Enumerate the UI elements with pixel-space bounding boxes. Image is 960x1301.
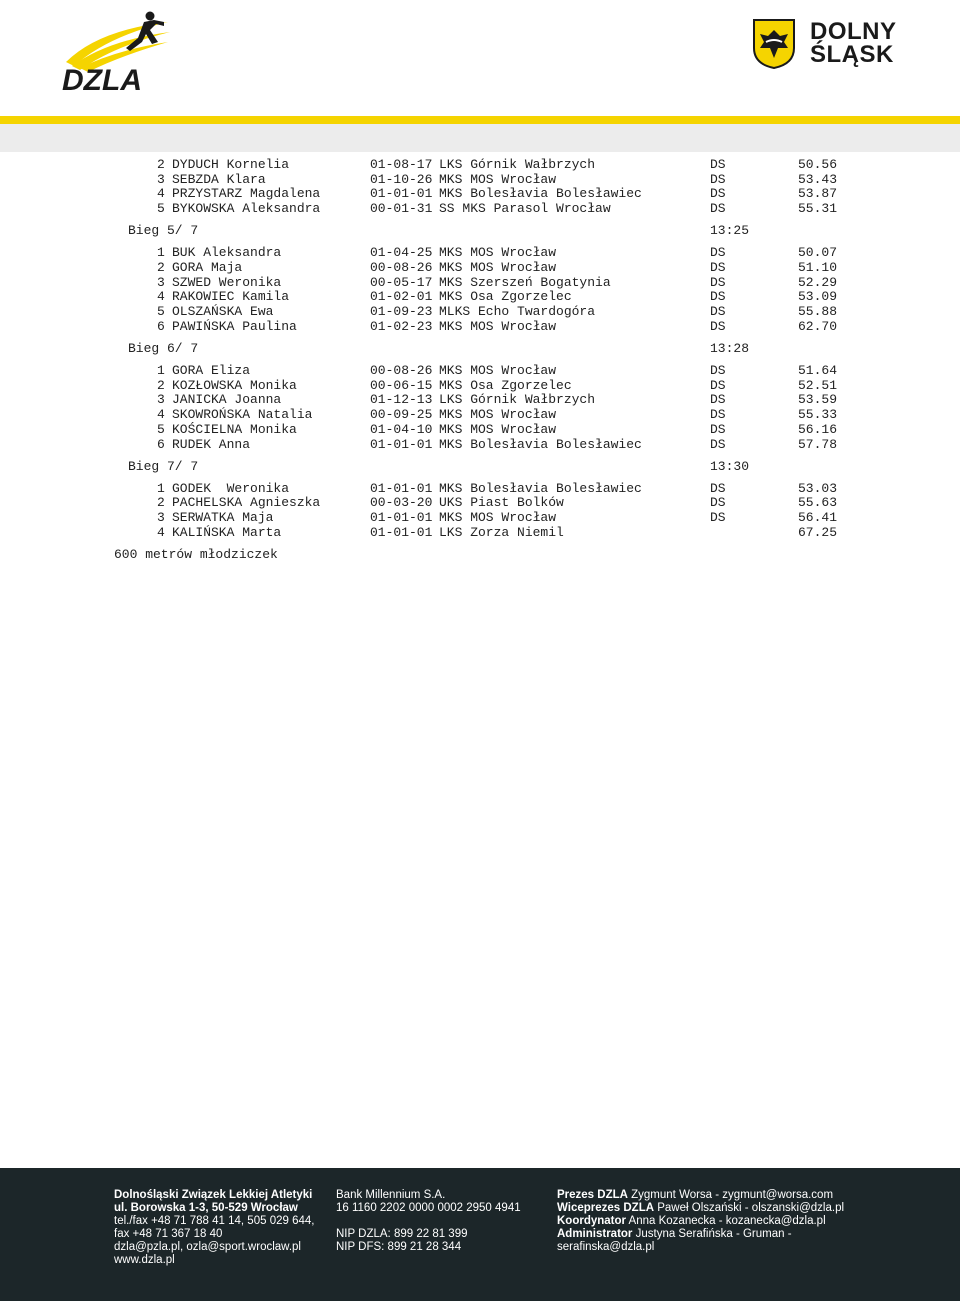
event-label: 600 metrów młodziczek (114, 546, 278, 562)
region-code: DS (710, 318, 726, 334)
result-time: 53.09 (798, 289, 838, 305)
club-name: UKS Piast Bolków (439, 495, 564, 511)
region-code: DS (710, 289, 726, 305)
place-number: 4 (157, 524, 165, 540)
place-number: 6 (157, 318, 165, 334)
athlete-name: SKOWROŃSKA Natalia (172, 407, 313, 423)
club-name: MKS Bolesłavia Bolesławiec (439, 436, 642, 452)
region-code: DS (710, 377, 726, 393)
place-number: 5 (157, 421, 165, 437)
region-code: DS (710, 260, 726, 275)
place-number: 5 (157, 304, 165, 320)
footer-fax: fax +48 71 367 18 40 (114, 1228, 223, 1240)
athlete-name: GODEK Weronika (172, 480, 290, 496)
athlete-name: DYDUCH Kornelia (172, 157, 290, 172)
heat-time: 13:30 (710, 458, 750, 474)
birth-date: 00-03-20 (370, 495, 433, 511)
place-number: 1 (157, 363, 165, 378)
dolny-slask-logo (752, 18, 912, 74)
result-time: 51.64 (798, 363, 838, 378)
result-time: 53.87 (798, 186, 838, 202)
athlete-name: GORA Maja (172, 260, 243, 275)
athlete-name: JANICKA Joanna (172, 392, 282, 408)
heat-label: Bieg 7/ 7 (128, 458, 199, 474)
footer-officer: serafinska@dzla.pl (557, 1241, 655, 1253)
coat-of-arms-icon (752, 18, 796, 70)
footer-officer: Prezes DZLA Zygmunt Worsa - zygmunt@worsa.com (557, 1189, 834, 1201)
header-yellow-stripe (0, 116, 960, 124)
result-time: 52.51 (798, 377, 838, 393)
region-code: DS (710, 201, 726, 217)
result-time: 51.10 (798, 260, 838, 275)
footer-officer: Koordynator Anna Kozanecka - kozanecka@dzla.pl (557, 1215, 826, 1227)
result-time: 53.59 (798, 392, 838, 408)
result-time: 62.70 (798, 318, 838, 334)
birth-date: 01-09-23 (370, 304, 433, 320)
club-name: MKS MOS Wrocław (439, 245, 557, 261)
club-name: MKS Bolesłavia Bolesławiec (439, 480, 642, 496)
place-number: 5 (157, 201, 165, 217)
club-name: LKS Górnik Wałbrzych (439, 157, 596, 172)
athlete-name: SZWED Weronika (172, 274, 282, 290)
birth-date: 01-08-17 (370, 157, 433, 172)
footer-nip-dzla: NIP DZLA: 899 22 81 399 (336, 1228, 468, 1240)
athlete-name: OLSZAŃSKA Ewa (172, 304, 274, 320)
footer-address: ul. Borowska 1-3, 50-529 Wrocław (114, 1202, 298, 1214)
footer-bank-name: Bank Millennium S.A. (336, 1189, 446, 1201)
club-name: SS MKS Parasol Wrocław (439, 201, 611, 217)
club-name: MKS MOS Wrocław (439, 318, 557, 334)
athlete-name: BYKOWSKA Aleksandra (172, 201, 321, 217)
birth-date: 01-01-01 (370, 480, 433, 496)
athlete-name: SEBZDA Klara (172, 171, 266, 187)
result-time: 55.33 (798, 407, 838, 423)
footer-spacer (336, 1215, 521, 1228)
birth-date: 00-05-17 (370, 274, 433, 290)
athlete-name: PACHELSKA Agnieszka (172, 495, 321, 511)
region-code: DS (710, 171, 726, 187)
region-code: DS (710, 407, 726, 423)
athlete-name: KOZŁOWSKA Monika (172, 377, 297, 393)
athlete-name: RUDEK Anna (172, 436, 251, 452)
birth-date: 01-01-01 (370, 510, 433, 526)
athlete-name: PAWIŃSKA Paulina (172, 318, 297, 334)
result-time: 56.16 (798, 421, 838, 437)
region-code: DS (710, 495, 726, 511)
birth-date: 00-06-15 (370, 377, 433, 393)
region-code: DS (710, 186, 726, 202)
footer-officer: Wiceprezes DZLA Paweł Olszański - olszanski@dzla.pl (557, 1202, 845, 1214)
footer-org-name: Dolnośląski Związek Lekkiej Atletyki (114, 1189, 313, 1201)
result-time: 52.29 (798, 274, 838, 290)
result-time: 53.03 (798, 480, 838, 496)
footer-contact-column (114, 1189, 314, 1267)
club-name: MKS Szerszeń Bogatynia (439, 274, 611, 290)
footer-phone: tel./fax +48 71 788 41 14, 505 029 644, (114, 1215, 315, 1227)
place-number: 6 (157, 436, 165, 452)
athlete-name: SERWATKA Maja (172, 510, 274, 526)
birth-date: 01-04-25 (370, 245, 433, 261)
place-number: 2 (157, 157, 165, 172)
region-code: DS (710, 304, 726, 320)
region-code: DS (710, 157, 726, 172)
club-name: MKS MOS Wrocław (439, 510, 557, 526)
footer-emails: dzla@pzla.pl, ozla@sport.wroclaw.pl (114, 1241, 301, 1253)
place-number: 4 (157, 407, 165, 423)
place-number: 3 (157, 392, 165, 408)
svg-text:DZLA: DZLA (62, 64, 142, 94)
birth-date: 01-02-01 (370, 289, 433, 305)
athlete-name: GORA Eliza (172, 363, 251, 378)
club-name: MKS MOS Wrocław (439, 260, 557, 275)
place-number: 3 (157, 510, 165, 526)
athlete-name: PRZYSTARZ Magdalena (172, 186, 321, 202)
place-number: 1 (157, 245, 165, 261)
place-number: 4 (157, 186, 165, 202)
region-code: DS (710, 480, 726, 496)
region-code: DS (710, 245, 726, 261)
result-time: 55.31 (798, 201, 838, 217)
club-name: MLKS Echo Twardogóra (439, 304, 596, 320)
birth-date: 01-01-01 (370, 436, 433, 452)
place-number: 2 (157, 377, 165, 393)
athlete-name: RAKOWIEC Kamila (172, 289, 290, 305)
birth-date: 01-10-26 (370, 171, 433, 187)
birth-date: 01-01-01 (370, 524, 433, 540)
place-number: 3 (157, 171, 165, 187)
footer-officers-column (557, 1189, 844, 1254)
club-name: MKS MOS Wrocław (439, 407, 557, 423)
heat-time: 13:28 (710, 341, 750, 356)
birth-date: 00-08-26 (370, 363, 433, 378)
birth-date: 01-01-01 (370, 186, 433, 202)
club-name: MKS MOS Wrocław (439, 171, 557, 187)
result-time: 53.43 (798, 171, 838, 187)
page-header (0, 0, 960, 120)
birth-date: 01-12-13 (370, 392, 433, 408)
athlete-name: BUK Aleksandra (172, 245, 282, 261)
place-number: 2 (157, 495, 165, 511)
club-name: LKS Górnik Wałbrzych (439, 392, 596, 408)
result-time: 50.56 (798, 157, 838, 172)
birth-date: 01-02-23 (370, 318, 433, 334)
region-code: DS (710, 392, 726, 408)
footer-officer: Administrator Justyna Serafińska - Gruman - (557, 1228, 792, 1240)
heat-label: Bieg 6/ 7 (128, 341, 199, 356)
birth-date: 00-08-26 (370, 260, 433, 275)
place-number: 2 (157, 260, 165, 275)
result-time: 67.25 (798, 524, 838, 540)
region-code: DS (710, 510, 726, 526)
region-code: DS (710, 436, 726, 452)
athlete-name: KOŚCIELNA Monika (172, 421, 297, 437)
header-gray-stripe (0, 124, 960, 152)
result-time: 55.63 (798, 495, 838, 511)
athlete-name: KALIŃSKA Marta (172, 524, 282, 540)
footer-nip-dfs: NIP DFS: 899 21 28 344 (336, 1241, 462, 1253)
club-name: MKS Bolesłavia Bolesławiec (439, 186, 642, 202)
birth-date: 00-01-31 (370, 201, 433, 217)
place-number: 1 (157, 480, 165, 496)
result-time: 56.41 (798, 510, 838, 526)
region-code: DS (710, 421, 726, 437)
heat-time: 13:25 (710, 223, 750, 239)
footer-bank-account: 16 1160 2202 0000 0002 2950 4941 (336, 1202, 521, 1214)
region-code: DS (710, 363, 726, 378)
footer-website: www.dzla.pl (114, 1254, 175, 1266)
club-name: MKS Osa Zgorzelec (439, 377, 572, 393)
club-name: LKS Zorza Niemil (439, 524, 564, 540)
result-time: 57.78 (798, 436, 838, 452)
birth-date: 00-09-25 (370, 407, 433, 423)
club-name: MKS MOS Wrocław (439, 421, 557, 437)
heat-label: Bieg 5/ 7 (128, 223, 199, 239)
place-number: 4 (157, 289, 165, 305)
dzla-logo (58, 4, 183, 94)
result-time: 50.07 (798, 245, 838, 261)
dolny-slask-wordmark: DOLNY ŚLĄSK (810, 18, 897, 68)
result-time: 55.88 (798, 304, 838, 320)
club-name: MKS Osa Zgorzelec (439, 289, 572, 305)
footer-bank-column (336, 1189, 521, 1254)
club-name: MKS MOS Wrocław (439, 363, 557, 378)
region-code: DS (710, 274, 726, 290)
place-number: 3 (157, 274, 165, 290)
birth-date: 01-04-10 (370, 421, 433, 437)
page-footer (0, 1168, 960, 1301)
